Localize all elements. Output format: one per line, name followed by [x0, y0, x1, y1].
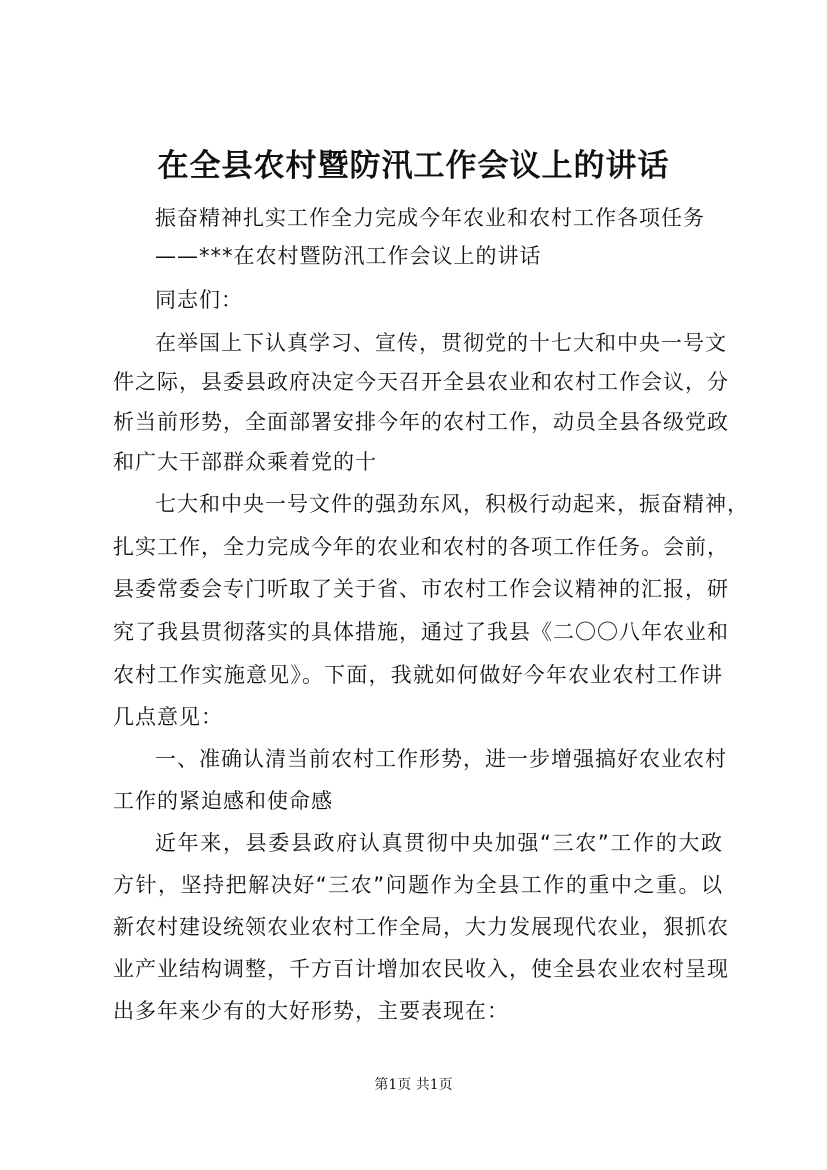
paragraph-line: 几点意见：: [113, 705, 223, 729]
paragraph-line: 究了我县贯彻落实的具体措施，通过了我县《二〇〇八年农业和: [113, 620, 729, 644]
page-number: 第1页 共1页: [374, 1077, 453, 1093]
speaker-line: ——***在农村暨防汛工作会议上的讲话: [155, 244, 542, 268]
paragraph-line: 件之际，县委县政府决定今天召开全县农业和农村工作会议，分: [113, 370, 729, 394]
paragraph-line: 新农村建设统领农业农村工作全局，大力发展现代农业，狠抓农: [113, 915, 729, 939]
section-heading-line: 一、准确认清当前农村工作形势，进一步增强搞好农业农村: [155, 747, 727, 771]
paragraph-line: 方针，坚持把解决好“三农”问题作为全县工作的重中之重。以: [113, 873, 723, 897]
paragraph-line: 业产业结构调整，千方百计增加农民收入，使全县农业农村呈现: [113, 957, 729, 981]
paragraph-line: 县委常委会专门听取了关于省、市农村工作会议精神的汇报，研: [113, 577, 729, 601]
paragraph-line: 七大和中央一号文件的强劲东风，积极行动起来，振奋精神，: [155, 492, 749, 516]
paragraph-line: 在举国上下认真学习、宣传，贯彻党的十七大和中央一号文: [155, 331, 727, 355]
section-heading-line: 工作的紧迫感和使命感: [113, 789, 333, 813]
salutation: 同志们：: [155, 288, 243, 312]
paragraph-line: 析当前形势，全面部署安排今年的农村工作，动员全县各级党政: [113, 410, 729, 434]
document-title: 在全县农村暨防汛工作会议上的讲话: [157, 148, 670, 184]
paragraph-line: 农村工作实施意见》。下面，我就如何做好今年农业农村工作讲: [113, 663, 723, 687]
paragraph-line: 和广大干部群众乘着党的十: [113, 450, 377, 474]
subtitle-line: 振奋精神扎实工作全力完成今年农业和农村工作各项任务: [155, 206, 705, 230]
paragraph-line: 近年来，县委县政府认真贯彻中央加强“三农”工作的大政: [155, 831, 723, 855]
paragraph-line: 扎实工作，全力完成今年的农业和农村的各项工作任务。会前，: [113, 535, 729, 559]
paragraph-line: 出多年来少有的大好形势，主要表现在：: [113, 999, 509, 1023]
